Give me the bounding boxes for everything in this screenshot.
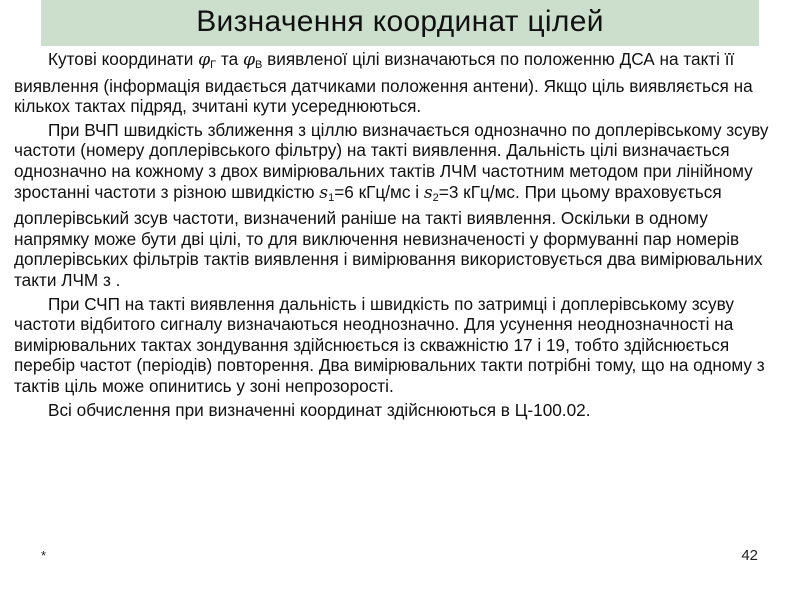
p1-text-a: Кутові координати [48,49,199,69]
slide-body [14,49,774,423]
paragraph-hprf [14,120,774,291]
p1-text-c: виявленої цілі визначаються по положенню ДСА на такті її виявлення (інформація видається датчиками положення антени). Якщо ціль виявляється на кількох тактах підряд, зчитані кути усереднюються. [14,49,753,117]
slide-page-number: 42 [741,547,758,564]
s1-symbol: s [319,182,329,203]
phi-g-subscript: Г [210,59,217,71]
phi-g-symbol: φ [198,50,211,70]
phi-v-symbol: φ [242,50,255,70]
slide-title: Визначення координат цілей [196,5,604,38]
p2-text-b: =6 кГц/мс і [334,181,424,202]
p1-text-b: та [216,49,243,69]
footer-date-placeholder: * [41,548,47,563]
title-bar [41,0,759,46]
paragraph-angular-coordinates [14,49,774,117]
paragraph-computations: Всі обчислення при визначенні координат здійснюються в Ц-100.02. [48,399,591,420]
s2-symbol: s [423,182,433,203]
p2-text-c: =3 кГц/мс. При цьому враховується доплерівський зсув частоти, визначений раніше на такті виявлення. Оскільки в одному напрямку може бути дві цілі, то для виключення невизначеності у формуванні пар номерів доплерівських фільтрів тактів виявлення і вимірювання використовується два вимірювальних такти ЛЧМ з . [14,181,763,290]
s2-subscript: 2 [432,191,439,204]
phi-v-subscript: В [254,59,263,71]
s1-subscript: 1 [328,191,335,204]
p2-text-a: При ВЧП швидкість зближення з ціллю визначається однозначно по доплерівському зсуву частоти (номеру доплерівського фільтру) на такті виявлення. Дальність цілі визначається однозначно на кожному з двох вимірювальних тактів ЛЧМ частотним методом при лінійному зростанні частоти з різною швидкістю [14,119,769,202]
paragraph-mprf: При СЧП на такті виявлення дальність і швидкість по затримці і доплерівському зсуву частоти відбитого сигналу визначаються неоднозначно. Для усунення неоднозначності на вимірювальних тактах зондування здійснюється із скважністю 17 і 19, тобто здійснюється перебір частот (періодів) повторення. Два вимірювальних такти потрібні тому, що на одному з тактів ціль може опинитись у зоні непрозорості. [14,293,765,396]
